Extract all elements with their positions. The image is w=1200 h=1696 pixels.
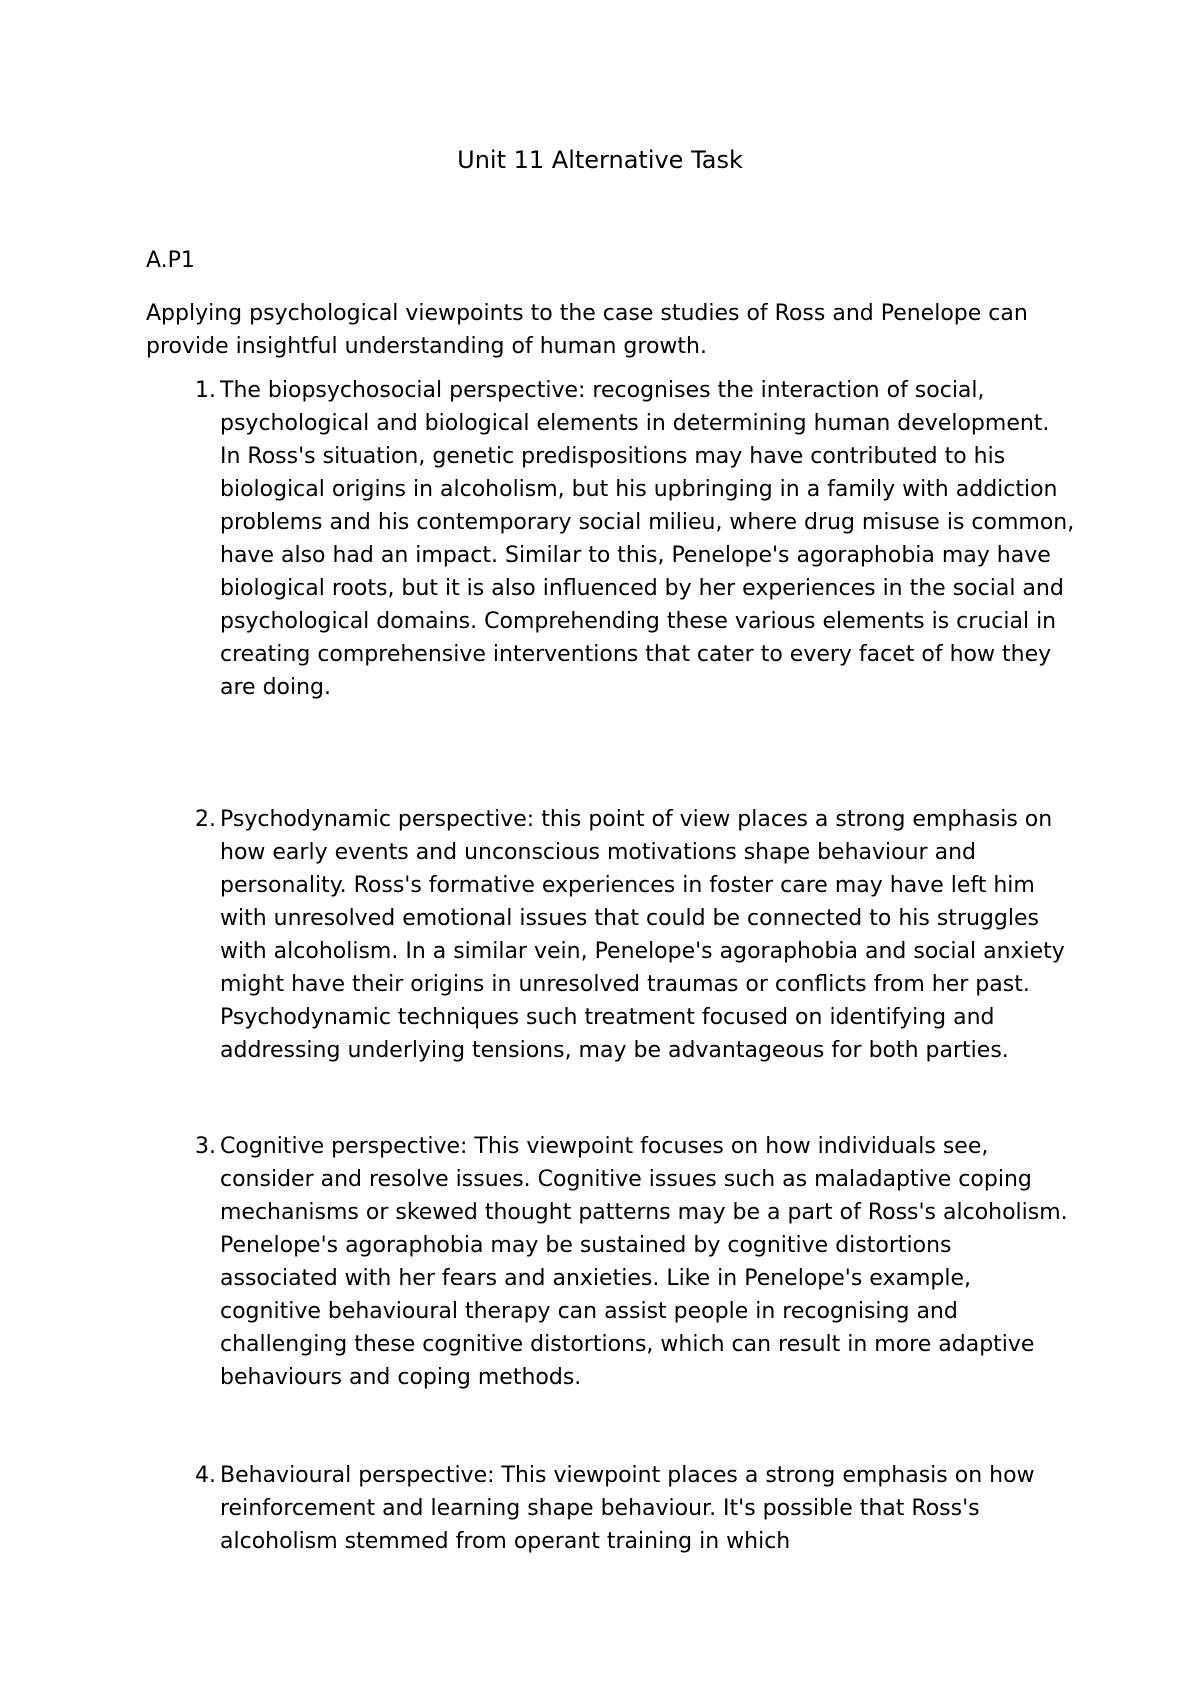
list-item-text: Psychodynamic perspective: this point of view places a strong emphasis on how early events and unconscious motivations shape behaviour and personality. Ross's formative experiences in foster care may have left him with unresolved emotional issues that could be connected to his struggles with alcoholism. In a similar vein, Penelope's agoraphobia and social anxiety might have their origins in unresolved traumas or conflicts from her past. Psychodynamic techniques such treatment focused on identifying and addressing underlying tensions, may be advantageous for both parties. bbox=[220, 807, 1065, 1063]
intro-paragraph: Applying psychological viewpoints to the case studies of Ross and Penelope can provide insightful understanding of human growth. bbox=[146, 301, 1028, 359]
list-item bbox=[146, 1130, 1076, 1394]
list-item-number: 3. bbox=[195, 1134, 216, 1159]
list-item bbox=[146, 1459, 1076, 1558]
list-item-number: 1. bbox=[195, 378, 216, 403]
section-heading: A.P1 bbox=[146, 248, 195, 273]
list-item-text: The biopsychosocial perspective: recognises the interaction of social, psychological and biological elements in determining human development. In Ross's situation, genetic predispositions may have contributed to his biological origins in alcoholism, but his upbringing in a family with addiction problems and his contemporary social milieu, where drug misuse is common, have also had an impact. Similar to this, Penelope's agoraphobia may have biological roots, but it is also influenced by her experiences in the social and psychological domains. Comprehending these various elements is crucial in creating comprehensive interventions that cater to every facet of how they are doing. bbox=[220, 378, 1075, 700]
list-item-text: Behavioural perspective: This viewpoint places a strong emphasis on how reinforcement and learning shape behaviour. It's possible that Ross's alcoholism stemmed from operant training in which bbox=[220, 1463, 1035, 1554]
list-item bbox=[146, 374, 1076, 704]
list-item bbox=[146, 803, 1076, 1067]
list-item-text: Cognitive perspective: This viewpoint focuses on how individuals see, consider and resolve issues. Cognitive issues such as maladaptive coping mechanisms or skewed thought patterns may be a part of Ross's alcoholism. Penelope's agoraphobia may be sustained by cognitive distortions associated with her fears and anxieties. Like in Penelope's example, cognitive behavioural therapy can assist people in recognising and challenging these cognitive distortions, which can result in more adaptive behaviours and coping methods. bbox=[220, 1134, 1068, 1390]
list-item-number: 2. bbox=[195, 807, 216, 832]
list-item-number: 4. bbox=[195, 1463, 216, 1488]
document-title: Unit 11 Alternative Task bbox=[457, 146, 743, 174]
